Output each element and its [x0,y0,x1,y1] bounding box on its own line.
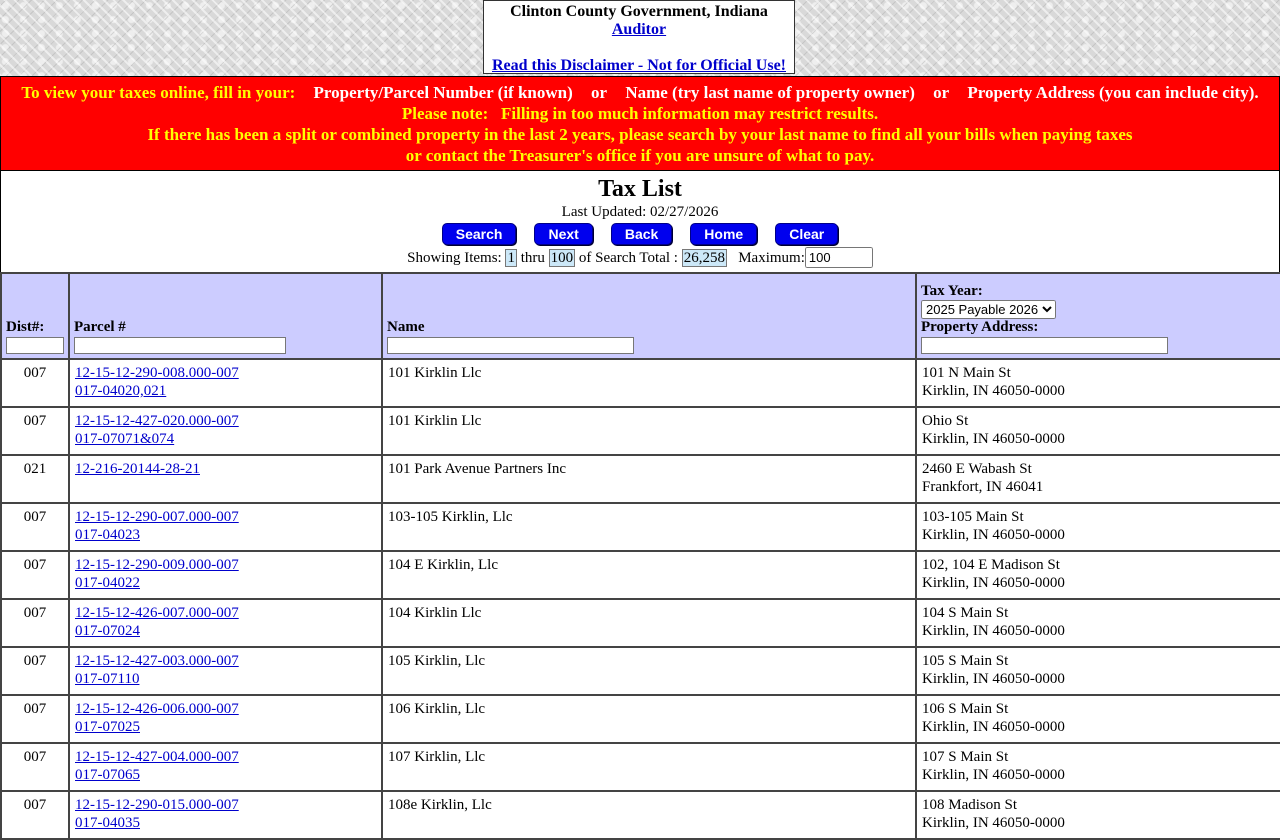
dist-value: 007 [23,653,47,669]
owner-name: 105 Kirklin, Llc [388,653,486,669]
dist-cell [1,455,69,503]
tax-list-table [0,272,1280,840]
dist-value: 007 [23,557,47,573]
table-row [1,743,1280,791]
auditor-link[interactable]: Auditor [611,21,667,38]
parcel-cell [69,503,382,551]
site-header-box [483,0,795,74]
parcel-alt-link[interactable]: 017-07110 [75,671,140,687]
parcel-cell [69,743,382,791]
thru-label: thru [520,250,545,266]
dist-value: 007 [23,797,47,813]
notice-option-address: Property Address (you can include city). [967,83,1259,102]
showing-label: Showing Items: [407,250,502,266]
parcel-alt-link[interactable]: 017-04035 [75,815,140,831]
range-end: 100 [550,250,574,266]
tax-year-label: Tax Year: [921,283,983,299]
parcel-cell [69,551,382,599]
next-button[interactable]: Next [534,223,592,245]
parcel-cell [69,791,382,839]
dist-cell [1,599,69,647]
dist-filter-input[interactable] [6,337,64,354]
parcel-alt-link[interactable]: 017-07065 [75,767,140,783]
name-cell [382,551,916,599]
address-cell [916,359,1280,407]
parcel-filter-input[interactable] [74,337,286,354]
address-header [916,273,1280,359]
owner-name: 101 Kirklin Llc [388,365,482,381]
dist-cell [1,359,69,407]
owner-name: 101 Park Avenue Partners Inc [388,461,567,477]
site-title: Clinton County Government, Indiana [510,3,768,20]
dist-cell [1,407,69,455]
address-line-2: Kirklin, IN 46050-0000 [922,383,1065,399]
dist-header [1,273,69,359]
table-row [1,599,1280,647]
parcel-link[interactable]: 12-15-12-427-003.000-007 [75,653,239,669]
table-row [1,647,1280,695]
name-cell [382,503,916,551]
owner-name: 106 Kirklin, Llc [388,701,486,717]
notice-option-name: Name (try last name of property owner) [625,83,915,102]
name-cell [382,791,916,839]
table-row [1,695,1280,743]
address-line-2: Kirklin, IN 46050-0000 [922,575,1065,591]
table-row [1,503,1280,551]
dist-value: 007 [23,605,47,621]
owner-name: 101 Kirklin Llc [388,413,482,429]
notice-line-3: If there has been a split or combined property in the last 2 years, please search by your last name to find all your bills when paying taxes [147,125,1133,144]
search-button[interactable]: Search [442,223,517,245]
table-row [1,455,1280,503]
back-button[interactable]: Back [611,223,672,245]
address-line-2: Kirklin, IN 46050-0000 [922,431,1065,447]
notice-line-2: Please note: Filling in too much information may restrict results. [401,104,879,123]
parcel-alt-link[interactable]: 017-04020,021 [75,383,167,399]
address-header-label: Property Address: [921,319,1039,335]
tax-year-select[interactable] [921,300,1056,319]
dist-cell [1,503,69,551]
name-cell [382,695,916,743]
name-cell [382,359,916,407]
name-header [382,273,916,359]
owner-name: 107 Kirklin, Llc [388,749,486,765]
address-line-1: Ohio St [922,413,969,429]
search-total: 26,258 [683,250,725,266]
results-summary [1,247,1279,269]
tax-list-header [0,171,1280,272]
address-line-2: Frankfort, IN 46041 [922,479,1044,495]
parcel-alt-link[interactable]: 017-04023 [75,527,140,543]
address-cell [916,407,1280,455]
address-cell [916,551,1280,599]
address-cell [916,791,1280,839]
total-label: of Search Total : [578,250,678,266]
address-line-1: 103-105 Main St [922,509,1024,525]
address-line-1: 2460 E Wabash St [922,461,1032,477]
address-cell [916,695,1280,743]
name-cell [382,599,916,647]
parcel-link[interactable]: 12-15-12-427-004.000-007 [75,749,239,765]
maximum-label: Maximum: [738,250,805,266]
parcel-link[interactable]: 12-15-12-290-008.000-007 [75,365,239,381]
name-header-label: Name [387,319,425,335]
parcel-link[interactable]: 12-15-12-427-020.000-007 [75,413,239,429]
address-cell [916,743,1280,791]
address-line-1: 107 S Main St [922,749,1009,765]
parcel-header [69,273,382,359]
table-row [1,551,1280,599]
address-line-2: Kirklin, IN 46050-0000 [922,815,1065,831]
table-row [1,359,1280,407]
parcel-cell [69,695,382,743]
address-line-1: 106 S Main St [922,701,1009,717]
dist-cell [1,695,69,743]
notice-line-4: or contact the Treasurer's office if you are unsure of what to pay. [405,146,875,165]
parcel-cell [69,647,382,695]
address-line-2: Kirklin, IN 46050-0000 [922,527,1065,543]
notice-intro: To view your taxes online, fill in your: [21,83,296,102]
dist-value: 007 [23,509,47,525]
dist-value: 021 [23,461,47,477]
address-line-2: Kirklin, IN 46050-0000 [922,767,1065,783]
dist-value: 007 [23,365,47,381]
owner-name: 104 E Kirklin, Llc [388,557,498,573]
parcel-link[interactable]: 12-216-20144-28-21 [75,461,200,477]
parcel-cell [69,455,382,503]
last-updated: Last Updated: 02/27/2026 [561,204,719,220]
dist-cell [1,647,69,695]
parcel-cell [69,599,382,647]
parcel-alt-link[interactable]: 017-07025 [75,719,140,735]
notice-or-2: or [933,83,950,102]
textured-header-band [0,0,1280,76]
parcel-link[interactable]: 12-15-12-426-006.000-007 [75,701,239,717]
address-line-1: 101 N Main St [922,365,1011,381]
dist-value: 007 [23,701,47,717]
maximum-input[interactable] [805,247,873,268]
address-line-1: 104 S Main St [922,605,1009,621]
parcel-link[interactable]: 12-15-12-426-007.000-007 [75,605,239,621]
parcel-cell [69,359,382,407]
parcel-alt-link[interactable]: 017-04022 [75,575,140,591]
range-start: 1 [507,250,515,266]
notice-option-parcel: Property/Parcel Number (if known) [313,83,573,102]
table-row [1,407,1280,455]
parcel-header-label: Parcel # [74,319,126,335]
name-cell [382,407,916,455]
home-button[interactable]: Home [690,223,757,245]
dist-cell [1,551,69,599]
address-line-2: Kirklin, IN 46050-0000 [922,623,1065,639]
table-row [1,791,1280,839]
owner-name: 103-105 Kirklin, Llc [388,509,513,525]
dist-value: 007 [23,413,47,429]
address-cell [916,599,1280,647]
table-header-row [1,273,1280,359]
address-cell [916,647,1280,695]
nav-button-row [1,223,1279,245]
instructions-banner [0,76,1280,171]
owner-name: 104 Kirklin Llc [388,605,482,621]
address-filter-input[interactable] [921,337,1168,354]
dist-cell [1,743,69,791]
page-title: Tax List [598,176,682,202]
name-filter-input[interactable] [387,337,634,354]
parcel-link[interactable]: 12-15-12-290-009.000-007 [75,557,239,573]
name-cell [382,455,916,503]
dist-value: 007 [23,749,47,765]
address-line-1: 105 S Main St [922,653,1009,669]
address-line-2: Kirklin, IN 46050-0000 [922,719,1065,735]
parcel-alt-link[interactable]: 017-07024 [75,623,140,639]
parcel-alt-link[interactable]: 017-07071&074 [75,431,175,447]
parcel-cell [69,407,382,455]
parcel-link[interactable]: 12-15-12-290-015.000-007 [75,797,239,813]
dist-cell [1,791,69,839]
owner-name: 108e Kirklin, Llc [388,797,492,813]
dist-header-label: Dist#: [6,319,45,335]
parcel-link[interactable]: 12-15-12-290-007.000-007 [75,509,239,525]
address-line-1: 102, 104 E Madison St [922,557,1060,573]
name-cell [382,743,916,791]
clear-button[interactable]: Clear [775,223,838,245]
address-cell [916,503,1280,551]
notice-or-1: or [591,83,608,102]
address-line-1: 108 Madison St [922,797,1018,813]
address-cell [916,455,1280,503]
address-line-2: Kirklin, IN 46050-0000 [922,671,1065,687]
name-cell [382,647,916,695]
disclaimer-link[interactable]: Read this Disclaimer - Not for Official Use! [491,57,786,74]
